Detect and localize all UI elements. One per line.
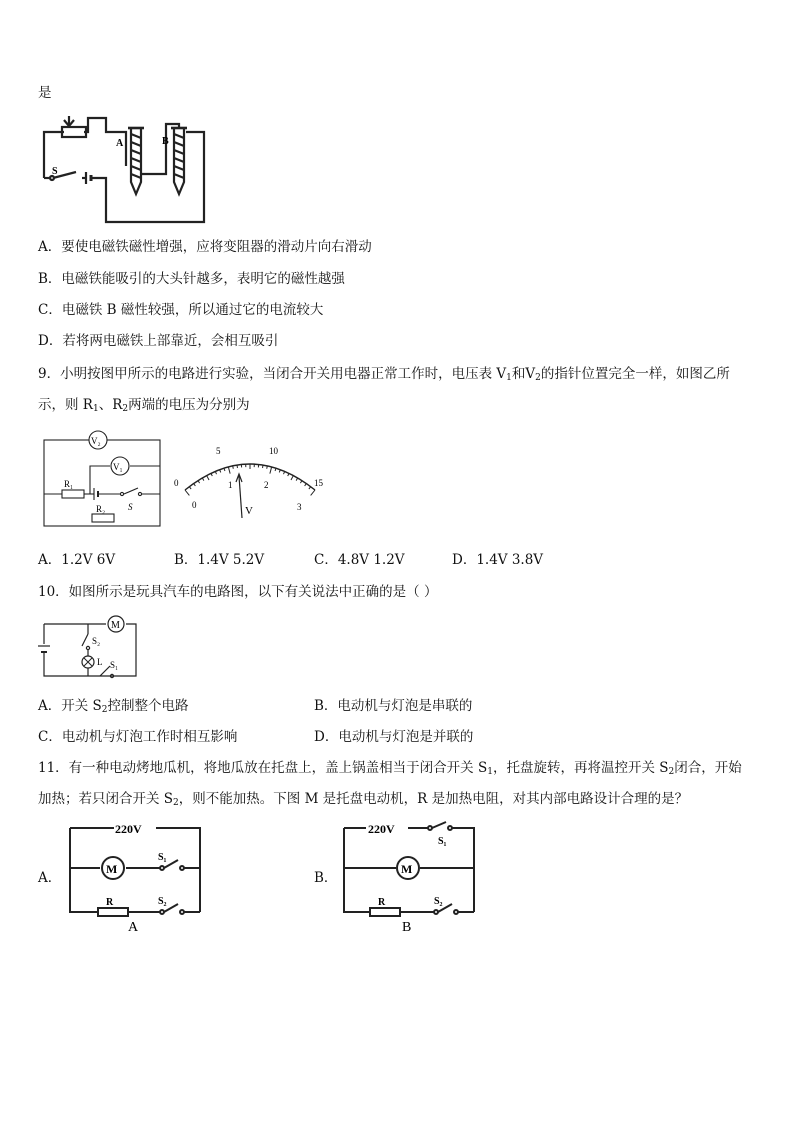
dial-tick — [296, 478, 298, 481]
s-label: S — [128, 502, 133, 512]
motor-label-b: M — [401, 862, 413, 876]
dial-tick — [228, 467, 230, 474]
q11-circuit-a — [64, 820, 206, 934]
dial-tick — [233, 466, 234, 469]
caption-b: B — [402, 920, 412, 934]
dial-tick — [267, 466, 268, 469]
q9-option-c: C．4.8V 1.2V — [314, 552, 405, 568]
dial-tick — [305, 484, 307, 486]
upper-tick-15: 15 — [314, 478, 323, 488]
q8-option-b: B．电磁铁能吸引的大头针越多，表明它的磁性越强 — [38, 271, 345, 287]
dial-tick — [198, 481, 200, 484]
r1-label: R₁ — [64, 479, 74, 489]
motor-label: M — [111, 620, 120, 631]
dial-tick — [185, 490, 189, 495]
motor-label-a: M — [106, 862, 118, 876]
lower-tick-0: 0 — [192, 500, 197, 510]
q11-stem-line1: 11．有一种电动烤地瓜机，将地瓜放在托盘上，盖上锅盖相当于闭合开关 $S_1$，托盘旋转，再将温控开关 $S_2$闭合，开始 — [38, 760, 742, 777]
s1-label-a: S₁ — [158, 852, 167, 863]
dial-tick — [288, 473, 289, 476]
continued-text: 是 — [38, 85, 52, 101]
toy-car-circuit-figure — [36, 614, 140, 680]
q9-option-b: B．1.4V 5.2V — [174, 552, 265, 568]
v1-label: V₁ — [113, 462, 123, 472]
q11-circuit-b — [338, 820, 480, 934]
dial-tick — [202, 478, 204, 481]
q8-option-d: D．若将两电磁铁上部靠近，会相互吸引 — [38, 333, 279, 349]
upper-tick-0: 0 — [174, 478, 179, 488]
caption-a: A — [128, 920, 139, 934]
q10-option-c: C．电动机与灯泡工作时相互影响 — [38, 729, 238, 745]
lower-tick-3: 3 — [297, 502, 302, 512]
voltage-label-b: 220V — [368, 822, 395, 836]
lamp-label: L — [97, 657, 103, 667]
label-b: B — [162, 136, 169, 147]
voltage-label-a: 220V — [115, 822, 142, 836]
r-label-b: R — [378, 897, 386, 908]
dial-tick — [291, 476, 293, 480]
q9-option-d: D．1.4V 3.8V — [452, 552, 544, 568]
s1-label-b: S₁ — [438, 836, 447, 847]
q11-stem-line2: 加热；若只闭合开关 $S_2$，则不能加热。下图 M 是托盘电动机，R 是加热电阻，对其内部电路设计合理的是？ — [38, 791, 689, 808]
q8-option-a: A．要使电磁铁磁性增强，应将变阻器的滑动片向右滑动 — [38, 239, 372, 255]
q11-option-b-label: B． — [314, 870, 338, 886]
s2-label-a: S₂ — [158, 896, 167, 907]
electromagnet-circuit-figure — [36, 112, 216, 230]
q9-stem-line1: 9．小明按图甲所示的电路进行实验，当闭合开关用电器正常工作时，电压表 $V_1$和$V_2$的指针位置完全一样，如图乙所 — [38, 366, 730, 383]
dial-tick — [215, 471, 216, 474]
r2-label: R₂ — [96, 504, 106, 514]
dial-tick — [211, 473, 212, 476]
voltmeter-circuit-figure — [40, 430, 165, 532]
dial-tick — [283, 471, 284, 474]
q9-option-a: A．1.2V 6V — [38, 552, 116, 568]
voltmeter-dial-figure — [172, 440, 328, 522]
q8-option-c: C．电磁铁 B 磁性较强，所以通过它的电流较大 — [38, 302, 324, 318]
q10-option-a: A．开关 $S_2$控制整个电路 — [38, 698, 189, 715]
upper-tick-10: 10 — [269, 446, 278, 456]
q9-options — [38, 551, 543, 569]
q10-option-d: D．电动机与灯泡是并联的 — [314, 729, 474, 745]
unit-label: V — [245, 505, 253, 517]
lower-tick-1: 1 — [228, 480, 233, 490]
q11-option-a-label: A． — [38, 870, 62, 886]
lower-tick-2: 2 — [264, 480, 269, 490]
r-label-a: R — [106, 897, 114, 908]
s2-label-b: S₂ — [434, 896, 443, 907]
dial-tick — [270, 467, 272, 474]
v2-label: V₂ — [91, 436, 101, 446]
dial-tick — [194, 484, 196, 486]
dial-tick — [300, 481, 302, 484]
s1-label: S₁ — [110, 660, 119, 670]
dial-tick — [309, 487, 311, 489]
upper-tick-5: 5 — [216, 446, 221, 456]
dial-tick — [207, 476, 209, 480]
q9-stem-line2: 示，则 $R_1$、$R_2$两端的电压为分别为 — [38, 397, 250, 414]
label-s: S — [52, 166, 58, 177]
q10-stem: 10．如图所示是玩具汽车的电路图，以下有关说法中正确的是（ ） — [38, 584, 438, 600]
dial-tick — [311, 490, 315, 495]
dial-tick — [189, 487, 191, 489]
q10-option-b: B．电动机与灯泡是串联的 — [314, 698, 473, 714]
s2-label: S₂ — [92, 636, 101, 646]
label-a: A — [116, 138, 124, 149]
